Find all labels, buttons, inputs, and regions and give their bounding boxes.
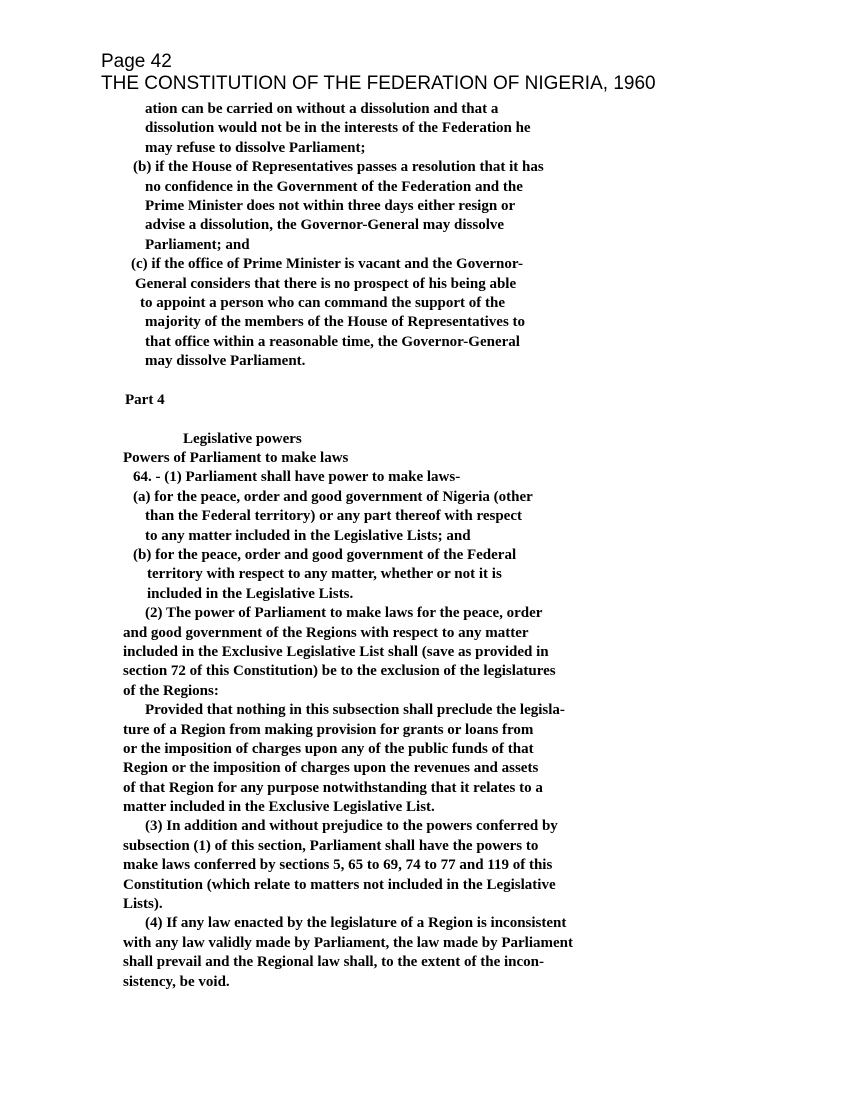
text-line: that office within a reasonable time, the Governor-General bbox=[145, 333, 520, 350]
page-number: Page 42 bbox=[101, 51, 172, 72]
text-line: Prime Minister does not within three days either resign or bbox=[145, 197, 516, 214]
text-line: Region or the imposition of charges upon the revenues and assets bbox=[123, 760, 539, 777]
clause-c bbox=[123, 255, 663, 371]
text-line: Lists). bbox=[123, 896, 163, 913]
text-line: (2) The power of Parliament to make laws for the peace, order bbox=[145, 605, 543, 622]
text-line: make laws conferred by sections 5, 65 to 69, 74 to 77 and 119 of this bbox=[123, 857, 553, 874]
text-line: (3) In addition and without prejudice to the powers conferred by bbox=[145, 818, 558, 835]
text-line: Parliament; and bbox=[145, 236, 250, 253]
text-line: General considers that there is no prospect of his being able bbox=[135, 275, 517, 292]
text-line: majority of the members of the House of Representatives to bbox=[145, 314, 526, 331]
text-line: territory with respect to any matter, whether or not it is bbox=[147, 566, 502, 583]
text-line: (c) if the office of Prime Minister is vacant and the Governor- bbox=[131, 256, 523, 273]
text-line: or the imposition of charges upon any of the public funds of that bbox=[123, 740, 534, 757]
page-header bbox=[101, 51, 656, 95]
text-line: to appoint a person who can command the support of the bbox=[140, 294, 506, 311]
section-64-subsection-2 bbox=[123, 604, 663, 701]
text-line: and good government of the Regions with respect to any matter bbox=[123, 624, 529, 641]
section-64-subsection-4 bbox=[123, 914, 663, 992]
document-title: THE CONSTITUTION OF THE FEDERATION OF NIGERIA, 1960 bbox=[101, 73, 656, 94]
text-line: advise a dissolution, the Governor-General may dissolve bbox=[145, 217, 505, 234]
text-line: with any law validly made by Parliament, the law made by Parliament bbox=[123, 934, 573, 951]
text-line: Provided that nothing in this subsection shall preclude the legisla- bbox=[145, 702, 565, 719]
text-line: section 72 of this Constitution) be to the exclusion of the legislatures bbox=[123, 663, 556, 680]
text-line: (b) if the House of Representatives passes a resolution that it has bbox=[133, 159, 544, 176]
clause-a-continuation bbox=[123, 100, 663, 158]
section-heading: Powers of Parliament to make laws bbox=[123, 450, 349, 467]
text-line: Constitution (which relate to matters not included in the Legislative bbox=[123, 876, 556, 893]
text-line: sistency, be void. bbox=[123, 973, 230, 990]
text-line: to any matter included in the Legislative Lists; and bbox=[145, 527, 471, 544]
section-64-proviso bbox=[123, 701, 663, 817]
document-body bbox=[123, 100, 663, 992]
section-64-subsection-1 bbox=[123, 468, 663, 604]
text-line: (4) If any law enacted by the legislature of a Region is inconsistent bbox=[145, 915, 567, 932]
part-heading: Part 4 bbox=[125, 391, 165, 408]
text-line: ation can be carried on without a dissolution and that a bbox=[145, 101, 499, 117]
text-line: ture of a Region from making provision for grants or loans from bbox=[123, 721, 534, 738]
part-title: Legislative powers bbox=[183, 430, 302, 447]
text-line: of that Region for any purpose notwithstanding that it relates to a bbox=[123, 779, 543, 796]
text-line: no confidence in the Government of the Federation and the bbox=[145, 178, 523, 195]
text-line: shall prevail and the Regional law shall, to the extent of the incon- bbox=[123, 954, 544, 971]
text-line: may dissolve Parliament. bbox=[145, 353, 306, 370]
text-line: included in the Exclusive Legislative List shall (save as provided in bbox=[123, 643, 549, 660]
text-line: 64. - (1) Parliament shall have power to make laws- bbox=[133, 469, 461, 486]
text-line: dissolution would not be in the interests of the Federation he bbox=[145, 120, 531, 137]
text-line: matter included in the Exclusive Legislative List. bbox=[123, 799, 435, 816]
clause-b bbox=[123, 158, 663, 255]
text-line: than the Federal territory) or any part thereof with respect bbox=[145, 508, 522, 525]
text-line: (a) for the peace, order and good government of Nigeria (other bbox=[133, 488, 533, 505]
text-line: subsection (1) of this section, Parliament shall have the powers to bbox=[123, 837, 539, 854]
text-line: may refuse to dissolve Parliament; bbox=[145, 139, 366, 156]
text-line: of the Regions: bbox=[123, 682, 219, 699]
text-line: (b) for the peace, order and good government of the Federal bbox=[133, 546, 517, 563]
text-line: included in the Legislative Lists. bbox=[147, 585, 354, 602]
section-64-subsection-3 bbox=[123, 817, 663, 914]
